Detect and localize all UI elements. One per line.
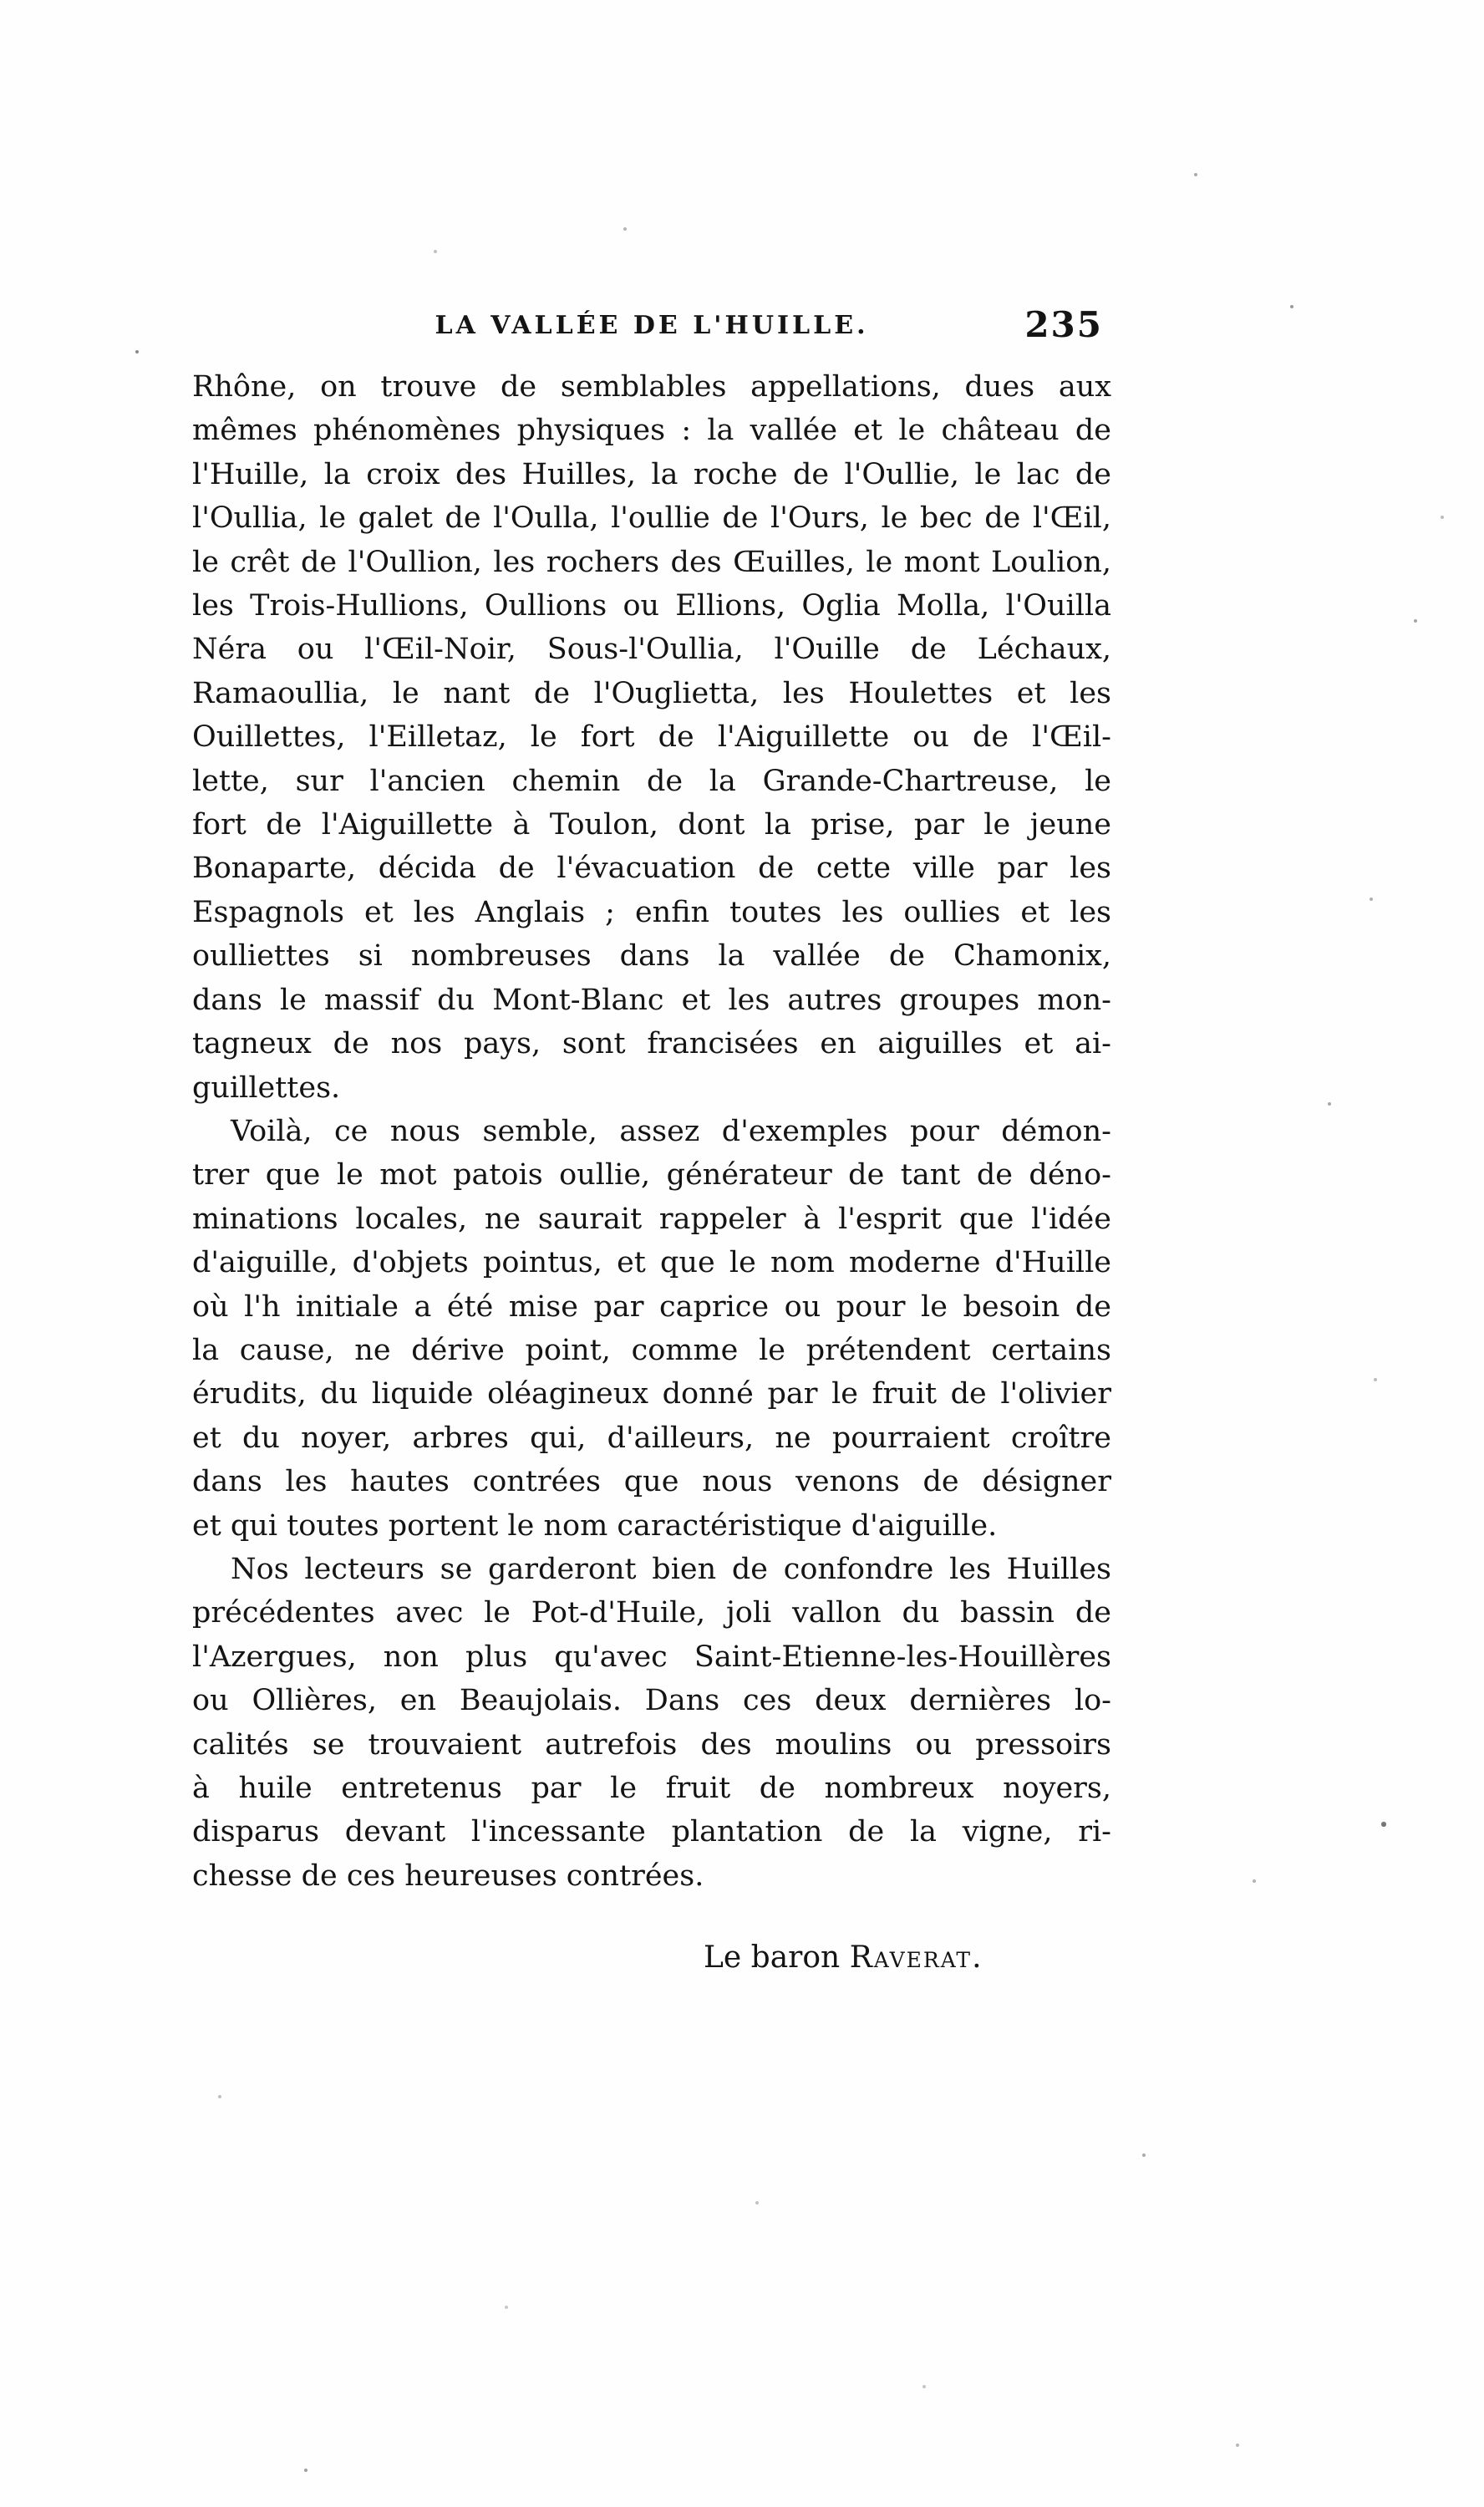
paragraph xyxy=(192,365,1111,1110)
text-line: Nos lecteurs se garderont bien de confondre les Huilles xyxy=(231,1552,1111,1586)
running-title: LA VALLÉE DE L'HUILLE. xyxy=(435,311,869,340)
text-line: l'Huille, la croix des Huilles, la roche de l'Oullie, le lac de xyxy=(192,457,1111,491)
paragraph xyxy=(192,1548,1111,1898)
page-number: 235 xyxy=(1024,304,1103,345)
text-line: minations locales, ne saurait rappeler à l'esprit que l'idée xyxy=(192,1202,1111,1236)
signature-name: Raverat. xyxy=(849,1940,983,1976)
text-line: disparus devant l'incessante plantation de la vigne, ri- xyxy=(192,1815,1111,1849)
text-line: précédentes avec le Pot-d'Huile, joli vallon du bassin de xyxy=(192,1596,1111,1630)
text-line: fort de l'Aiguillette à Toulon, dont la prise, par le jeune xyxy=(192,808,1111,842)
text-line: Ramaoullia, le nant de l'Ouglietta, les Houlettes et les xyxy=(192,676,1111,710)
text-line: dans le massif du Mont-Blanc et les autres groupes mon- xyxy=(192,983,1111,1017)
text-line: oulliettes si nombreuses dans la vallée de Chamonix, xyxy=(192,939,1111,974)
text-line: guillettes. xyxy=(192,1070,341,1105)
scan-noise xyxy=(0,0,2,2)
text-line: Espagnols et les Anglais ; enfin toutes les oullies et les xyxy=(192,895,1111,929)
text-line: l'Azergues, non plus qu'avec Saint-Etienne-les-Houillères xyxy=(192,1640,1111,1674)
text-line: érudits, du liquide oléagineux donné par le fruit de l'olivier xyxy=(192,1377,1111,1411)
text-line: Voilà, ce nous semble, assez d'exemples pour démon- xyxy=(231,1114,1111,1148)
paragraph xyxy=(192,1110,1111,1548)
text-line: mêmes phénomènes physiques : la vallée et le château de xyxy=(192,414,1111,448)
page-header xyxy=(192,304,1111,345)
text-line: calités se trouvaient autrefois des moulins ou pressoirs xyxy=(192,1727,1111,1762)
text-line: et du noyer, arbres qui, d'ailleurs, ne pourraient croître xyxy=(192,1421,1111,1455)
text-line: trer que le mot patois oullie, générateur de tant de déno- xyxy=(192,1158,1111,1192)
text-line: lette, sur l'ancien chemin de la Grande-Chartreuse, le xyxy=(192,764,1111,798)
text-line: chesse de ces heureuses contrées. xyxy=(192,1859,704,1893)
text-line: et qui toutes portent le nom caractéristique d'aiguille. xyxy=(192,1508,998,1543)
signature xyxy=(704,1936,1111,1980)
text-line: l'Oullia, le galet de l'Oulla, l'oullie de l'Ours, le bec de l'Œil, xyxy=(192,501,1111,536)
text-line: d'aiguille, d'objets pointus, et que le nom moderne d'Huille xyxy=(192,1246,1111,1280)
text-line: Ouillettes, l'Eilletaz, le fort de l'Aiguillette ou de l'Œil- xyxy=(192,720,1111,755)
text-line: dans les hautes contrées que nous venons de désigner xyxy=(192,1465,1111,1499)
text-line: Bonaparte, décida de l'évacuation de cette ville par les xyxy=(192,852,1111,886)
text-line: ou Ollières, en Beaujolais. Dans ces deux dernières lo- xyxy=(192,1684,1111,1718)
text-line: Néra ou l'Œil-Noir, Sous-l'Oullia, l'Ouille de Léchaux, xyxy=(192,633,1111,667)
text-line: Rhône, on trouve de semblables appellations, dues aux xyxy=(192,370,1111,404)
text-line: le crêt de l'Oullion, les rochers des Œuilles, le mont Loulion, xyxy=(192,545,1111,579)
text-block xyxy=(192,365,1111,1980)
text-line: la cause, ne dérive point, comme le prétendent certains xyxy=(192,1333,1111,1367)
text-line: à huile entretenus par le fruit de nombreux noyers, xyxy=(192,1772,1111,1805)
text-line: tagneux de nos pays, sont francisées en aiguilles et ai- xyxy=(192,1027,1111,1061)
text-line: les Trois-Hullions, Oullions ou Ellions, Oglia Molla, l'Ouilla xyxy=(192,589,1111,623)
signature-prefix: Le baron xyxy=(704,1940,850,1976)
text-line: où l'h initiale a été mise par caprice ou pour le besoin de xyxy=(192,1289,1111,1324)
